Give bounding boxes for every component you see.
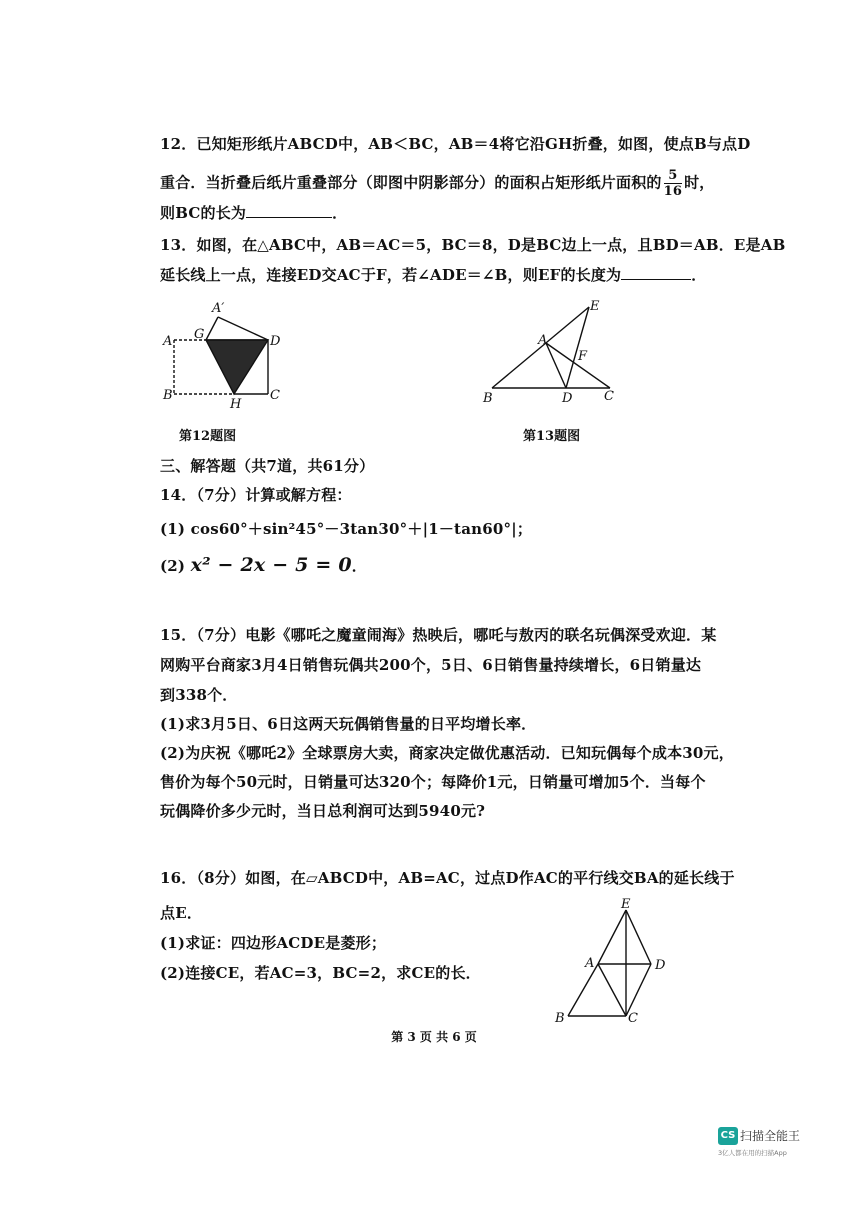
q16-line2: 点E． [160,904,203,922]
scanner-watermark [718,1125,800,1157]
q13-answer-blank[interactable] [621,264,691,280]
q12-line1: 12．已知矩形纸片ABCD中，AB＜BC，AB＝4将它沿GH折叠，如图，使点B与点D [160,135,751,153]
fig13-label-a: A [538,333,548,348]
fig16-edge-ed [626,910,651,964]
fig12-label-d: D [270,334,281,349]
page-footer: 第 3 页 共 6 页 [391,1030,477,1044]
q12-frac-den: 16 [663,184,683,199]
fig12-label-b: B [163,388,173,403]
fig16-label-a: A [585,956,595,971]
figure-16 [548,894,688,1029]
figure-12 [160,295,290,415]
q15-line3: 到338个． [160,686,238,704]
q14-head: 14．（7分）计算或解方程： [160,486,352,504]
fig16-edge-ba [568,964,598,1016]
fig12-label-h: H [230,397,242,412]
q12-line2-end: 时， [684,173,715,192]
fig12-edge-ad [218,317,268,340]
figure-13 [478,296,628,408]
q13-line1: 13．如图，在△ABC中，AB＝AC＝5，BC＝8，D是BC边上一点，且BD＝AB．E是AB [160,236,786,254]
q12-line2-text: 重合．当折叠后纸片重叠部分（即图中阴影部分）的面积占矩形纸片面积的 [160,173,662,192]
fig16-label-b: B [555,1011,565,1026]
fig12-label-a: A [163,334,173,349]
fig13-label-b: B [483,391,493,406]
q13-line2-end: ． [691,266,707,284]
fig16-edge-ae [598,910,626,964]
q13-line2 [160,264,706,285]
q15-line5: (2)为庆祝《哪吒2》全球票房大卖，商家决定做优惠活动．已知玩偶每个成本30元， [160,744,734,762]
q16-line1: 16．（8分）如图，在▱ABCD中，AB=AC，过点D作AC的平行线交BA的延长线于 [160,869,735,887]
fig13-label-e: E [590,299,600,314]
fig16-edge-ac [598,964,626,1016]
q14-part1: (1) cos60°＋sin²45°－3tan30°＋|1－tan60°|； [160,520,533,538]
q12-line2 [160,168,715,199]
fig13-label-c: C [604,389,614,404]
q14-part2-label: (2) [160,557,186,575]
scanner-app-name: 扫描全能王 [740,1129,801,1143]
fig12-edge-ga [206,317,218,340]
q15-line1: 15．（7分）电影《哪吒之魔童闹海》热映后，哪吒与敖丙的联名玩偶深受欢迎．某 [160,626,717,644]
fig12-caption: 第12题图 [179,429,237,444]
q16-line3: (1)求证：四边形ACDE是菱形； [160,934,387,952]
fig13-caption: 第13题图 [523,429,581,444]
q12-line3 [160,202,347,223]
fig16-label-e: E [621,897,631,912]
q12-frac-num: 5 [664,168,683,184]
fig12-label-c: C [270,388,280,403]
q12-line3-text: 则BC的长为 [160,204,247,222]
q15-line4: (1)求3月5日、6日这两天玩偶销售量的日平均增长率． [160,715,537,733]
fig12-shaded-region [206,340,268,394]
fig16-label-d: D [655,958,666,973]
fig12-label-a-prime: A′ [212,301,225,316]
fig13-label-d: D [562,391,573,406]
fig16-label-c: C [628,1011,638,1026]
section-3-heading: 三、解答题（共7道，共61分） [160,457,375,475]
q15-line2: 网购平台商家3月4日销售玩偶共200个，5日、6日销售量持续增长，6日销量达 [160,656,702,674]
fig12-label-g: G [194,327,205,342]
fig13-edge-de [566,307,589,388]
q15-line6: 售价为每个50元时，日销量可达320个；每降价1元，日销量可增加5个．当每个 [160,773,706,791]
q16-line4: (2)连接CE，若AC=3，BC=2，求CE的长． [160,964,481,982]
q14-part2-equation: x² − 2x − 5 = 0 [190,554,352,576]
q12-answer-blank[interactable] [246,202,332,218]
scanner-tagline: 3亿人都在用的扫描App [718,1148,787,1157]
fig16-edge-dc [626,964,651,1016]
scanner-logo-icon: CS [718,1127,738,1145]
q12-line3-end: ． [332,204,348,222]
q13-line2-text: 延长线上一点，连接ED交AC于F，若∠ADE＝∠B，则EF的长度为 [160,266,622,284]
q14-part2 [160,554,367,576]
fig13-label-f: F [578,349,588,364]
q12-fraction [664,168,683,199]
q15-line7: 玩偶降价多少元时，当日总利润可达到5940元? [160,802,486,820]
q14-part2-end: ． [351,557,367,575]
